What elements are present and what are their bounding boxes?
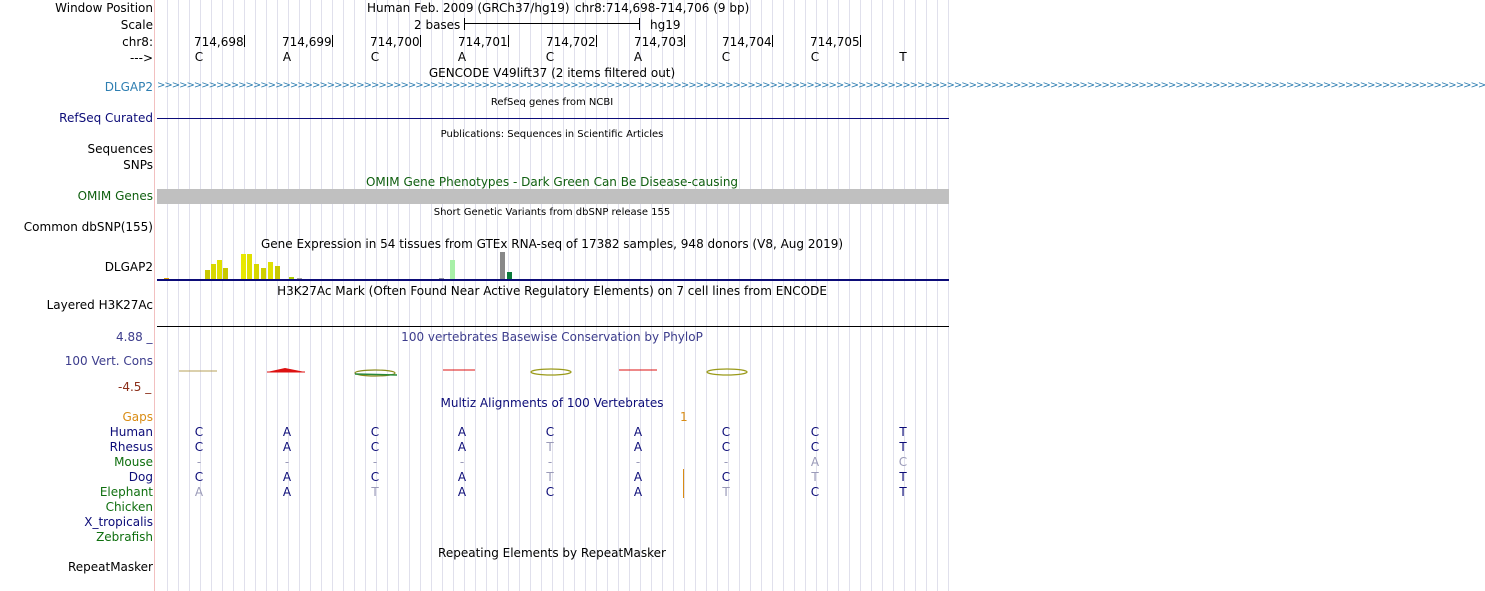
gtex-tissue-bar[interactable] <box>450 260 455 280</box>
gtex-tissue-bar[interactable] <box>217 260 222 280</box>
species-base: C <box>370 470 380 484</box>
species-base: C <box>898 455 908 469</box>
coordinate-label: 714,703 <box>634 35 684 49</box>
species-base: T <box>899 440 907 454</box>
species-base: A <box>633 470 643 484</box>
coordinate-label: 714,700 <box>370 35 420 49</box>
species-base: T <box>546 470 554 484</box>
species-base: C <box>721 440 731 454</box>
species-label[interactable]: Zebrafish <box>96 530 153 544</box>
species-label[interactable]: Human <box>109 425 153 439</box>
gtex-tissue-bar[interactable] <box>211 264 216 280</box>
coordinate-label: 714,705 <box>810 35 860 49</box>
coordinate-tick <box>244 35 245 47</box>
h3k27ac-title: H3K27Ac Mark (Often Found Near Active Regulatory Elements) on 7 cell lines from ENCODE <box>277 284 827 298</box>
species-base: T <box>546 440 554 454</box>
species-base: A <box>282 485 292 499</box>
gap-count-mark: 1 <box>680 410 688 424</box>
gtex-tissue-bar[interactable] <box>500 252 505 280</box>
phylop-min: -4.5 _ <box>118 380 152 394</box>
reference-base: C <box>370 50 380 64</box>
species-base: T <box>811 470 819 484</box>
elephant-insertion-mark <box>683 484 684 498</box>
coordinate-tick <box>420 35 421 47</box>
coordinate-label: 714,702 <box>546 35 596 49</box>
publications-title: Publications: Sequences in Scientific Articles <box>440 129 664 140</box>
coordinate-tick <box>596 35 597 47</box>
reference-base: C <box>721 50 731 64</box>
species-base: A <box>457 425 467 439</box>
species-base: - <box>372 455 378 469</box>
gtex-bar-chart[interactable] <box>157 250 949 280</box>
species-base: C <box>810 440 820 454</box>
species-base: A <box>633 425 643 439</box>
phylop-label[interactable]: 100 Vert. Cons <box>64 354 153 368</box>
species-base: C <box>721 425 731 439</box>
dbsnp-label[interactable]: Common dbSNP(155) <box>23 220 153 234</box>
coordinate-tick <box>860 35 861 47</box>
gencode-gene-arrows[interactable]: >>>>>>>>>>>>>>>>>>>>>>>>>>>>>>>>>>>>>>>>>>>>>>>>>>>>>>>>>>>>>>>>>>>>>>>>>>>>>>>>>>>>>>>>>>>>>>>>>>>>>>>>>>>>>>>>>>>>>>>>>>>>>>>>>>>>>>>>>>>>>>>>>>>>>>>>>>>>>>>>>>>>>>>>>>>>>>>>>>>> <box>157 80 1485 91</box>
species-label[interactable]: Elephant <box>99 485 153 499</box>
position-text: chr8:714,698-714,706 (9 bp) <box>575 1 750 15</box>
species-base: - <box>635 455 641 469</box>
phylop-title: 100 vertebrates Basewise Conservation by PhyloP <box>401 330 703 344</box>
scale-text: 2 bases <box>414 18 461 32</box>
scale-label[interactable]: Scale <box>120 18 153 32</box>
species-label[interactable]: Rhesus <box>109 440 153 454</box>
species-base: A <box>282 470 292 484</box>
refseq-gene-line[interactable] <box>157 118 949 119</box>
phylop-max: 4.88 _ <box>116 330 153 344</box>
coordinate-tick <box>772 35 773 47</box>
gtex-tissue-bar[interactable] <box>268 262 273 280</box>
species-base: C <box>194 440 204 454</box>
omim-label[interactable]: OMIM Genes <box>77 189 153 203</box>
coordinate-label: 714,704 <box>722 35 772 49</box>
reference-base: A <box>457 50 467 64</box>
gtex-tissue-bar[interactable] <box>241 254 246 280</box>
multiz-title: Multiz Alignments of 100 Vertebrates <box>440 396 664 410</box>
species-base: T <box>899 470 907 484</box>
left-margin-line <box>154 0 155 591</box>
coordinate-label: 714,698 <box>194 35 244 49</box>
gtex-gene-line <box>157 279 949 281</box>
species-base: C <box>194 470 204 484</box>
gtex-title: Gene Expression in 54 tissues from GTEx RNA-seq of 17382 samples, 948 donors (V8, Aug 2019) <box>260 237 844 251</box>
species-base: A <box>633 440 643 454</box>
species-base: - <box>723 455 729 469</box>
species-base: C <box>370 440 380 454</box>
species-base: A <box>457 440 467 454</box>
dog-insertion-mark <box>683 469 684 484</box>
gtex-label[interactable]: DLGAP2 <box>104 260 153 274</box>
species-base: - <box>547 455 553 469</box>
sequences-label[interactable]: Sequences <box>87 142 153 156</box>
reference-base: A <box>633 50 643 64</box>
coordinate-label: 714,701 <box>458 35 508 49</box>
species-label[interactable]: Dog <box>128 470 153 484</box>
h3k27ac-baseline <box>157 326 949 327</box>
gtex-tissue-bar[interactable] <box>247 254 252 280</box>
dbsnp-title: Short Genetic Variants from dbSNP release 155 <box>433 207 671 218</box>
strand-label[interactable]: ---> <box>129 51 153 65</box>
species-base: A <box>633 485 643 499</box>
species-base: C <box>370 425 380 439</box>
species-base: T <box>722 485 730 499</box>
omim-title: OMIM Gene Phenotypes - Dark Green Can Be Disease-causing <box>365 175 739 189</box>
species-base: A <box>282 440 292 454</box>
h3k27ac-label[interactable]: Layered H3K27Ac <box>46 298 153 312</box>
reference-base: T <box>899 50 907 64</box>
reference-base: C <box>545 50 555 64</box>
species-base: A <box>457 470 467 484</box>
scale-bar <box>464 18 640 30</box>
refseq-title: RefSeq genes from NCBI <box>490 97 614 108</box>
reference-base: C <box>194 50 204 64</box>
scale-db: hg19 <box>650 18 681 32</box>
gaps-label[interactable]: Gaps <box>122 410 153 424</box>
coordinate-tick <box>684 35 685 47</box>
reference-base: C <box>810 50 820 64</box>
coordinate-label: 714,699 <box>282 35 332 49</box>
repeatmasker-title: Repeating Elements by RepeatMasker <box>438 546 666 560</box>
species-base: A <box>194 485 204 499</box>
species-base: C <box>810 425 820 439</box>
species-base: C <box>810 485 820 499</box>
omim-feature-bar[interactable] <box>157 189 949 204</box>
coordinate-tick <box>332 35 333 47</box>
repeatmasker-label[interactable]: RepeatMasker <box>67 560 153 574</box>
gtex-tissue-bar[interactable] <box>254 264 259 280</box>
snps-label[interactable]: SNPs <box>123 158 153 172</box>
coordinate-tick <box>508 35 509 47</box>
gencode-gene-label[interactable]: DLGAP2 <box>104 80 153 94</box>
species-base: - <box>459 455 465 469</box>
species-label[interactable]: Chicken <box>105 500 153 514</box>
assembly-title: Human Feb. 2009 (GRCh37/hg19) <box>367 1 570 15</box>
species-base: T <box>899 485 907 499</box>
chr-label[interactable]: chr8: <box>122 35 153 49</box>
window-position-label[interactable]: Window Position <box>55 1 153 15</box>
species-base: C <box>194 425 204 439</box>
species-base: - <box>284 455 290 469</box>
species-label[interactable]: Mouse <box>114 455 153 469</box>
reference-base: A <box>282 50 292 64</box>
species-base: T <box>371 485 379 499</box>
species-base: A <box>810 455 820 469</box>
species-base: C <box>545 485 555 499</box>
species-base: T <box>899 425 907 439</box>
species-base: - <box>196 455 202 469</box>
phylop-plot[interactable] <box>157 362 949 382</box>
species-base: C <box>721 470 731 484</box>
gtex-tissue-bar[interactable] <box>275 266 280 280</box>
species-base: A <box>457 485 467 499</box>
gencode-title: GENCODE V49lift37 (2 items filtered out) <box>428 66 676 80</box>
species-base: A <box>282 425 292 439</box>
species-base: C <box>545 425 555 439</box>
refseq-label[interactable]: RefSeq Curated <box>59 111 153 125</box>
species-label[interactable]: X_tropicalis <box>84 515 153 529</box>
